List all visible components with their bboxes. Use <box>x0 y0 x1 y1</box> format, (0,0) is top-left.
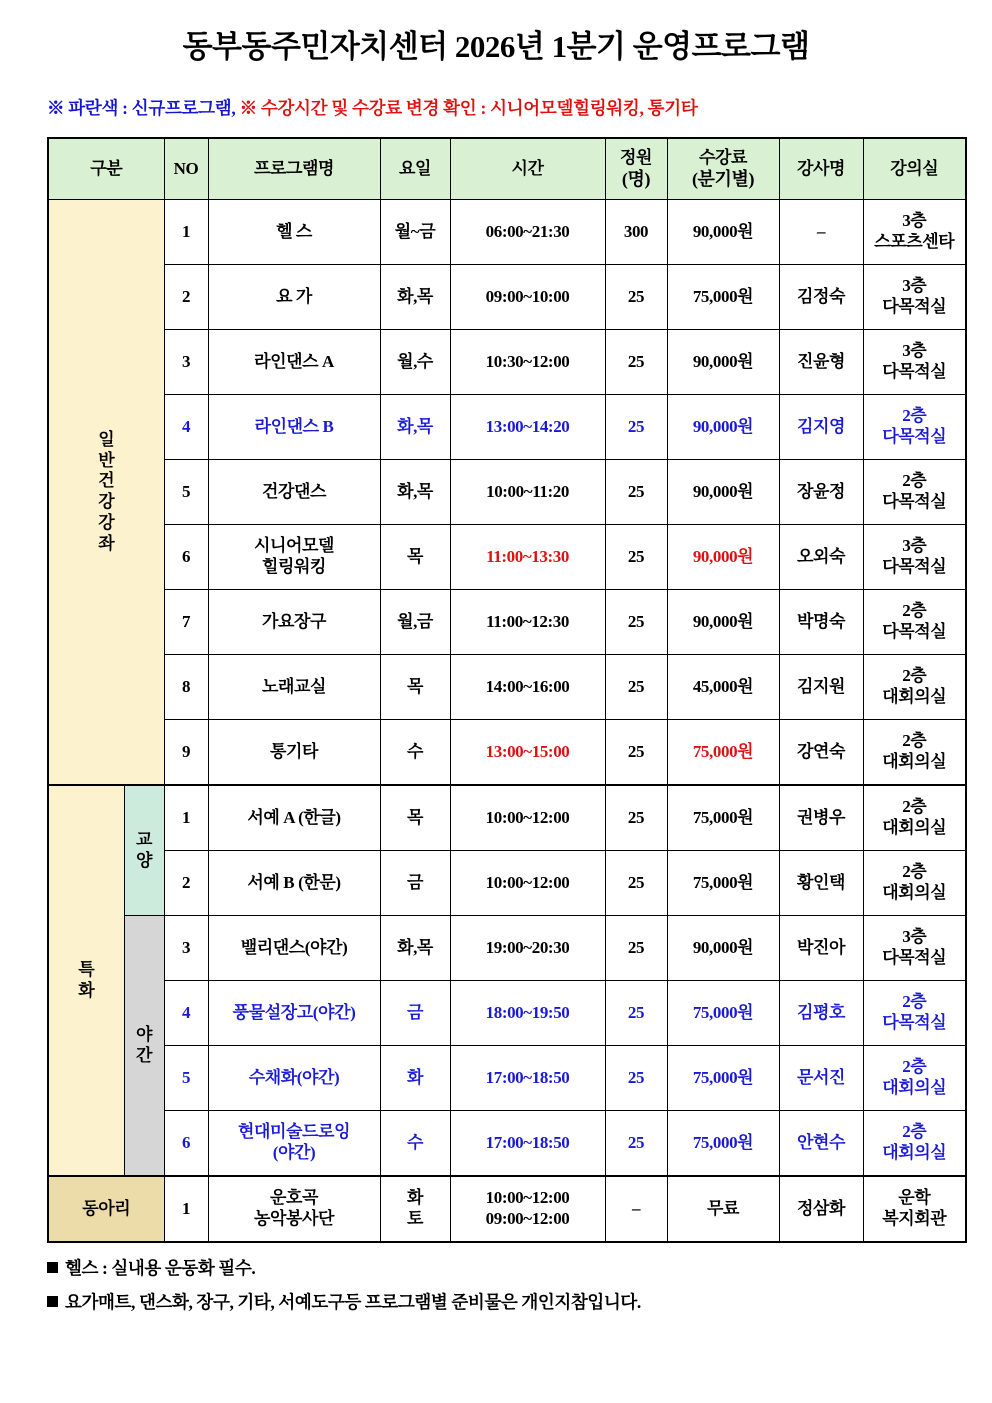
legend-note <box>0 95 992 120</box>
footnotes <box>0 1255 992 1314</box>
page-title: 동부동주민자치센터 2026년 1분기 운영프로그램 <box>182 29 810 64</box>
cell-program <box>208 1111 380 1177</box>
cell-no: 1 <box>164 1176 208 1242</box>
table-body <box>48 200 966 1243</box>
cell-no: 5 <box>164 460 208 525</box>
col-header-capacity <box>605 138 667 200</box>
cell-room-line1: 2층 <box>902 601 927 621</box>
cell-time: 10:30~12:00 <box>450 330 605 395</box>
cell-time: 13:00~15:00 <box>450 720 605 786</box>
cell-program: 수채화(야간) <box>208 1046 380 1111</box>
cell-capacity: 25 <box>605 460 667 525</box>
cell-teacher: 안현수 <box>779 1111 863 1177</box>
cell-capacity: 25 <box>605 1111 667 1177</box>
cell-day: 목 <box>380 785 450 851</box>
cell-program: 라인댄스 A <box>208 330 380 395</box>
cell-capacity: 25 <box>605 265 667 330</box>
cell-day: 화,목 <box>380 395 450 460</box>
cell-time: 18:00~19:50 <box>450 981 605 1046</box>
cell-capacity: 25 <box>605 851 667 916</box>
cell-fee: 90,000원 <box>667 460 779 525</box>
table-row <box>48 1111 966 1177</box>
cell-room-line2: 다목적실 <box>882 1013 947 1033</box>
cell-time: 06:00~21:30 <box>450 200 605 265</box>
legend-new-program: ※ 파란색 : 신규프로그램, <box>47 98 236 119</box>
cell-program: 요 가 <box>208 265 380 330</box>
cell-room-line2: 스포츠센타 <box>874 232 955 252</box>
cell-fee: 75,000원 <box>667 981 779 1046</box>
cell-capacity: 25 <box>605 330 667 395</box>
cell-teacher: 김평호 <box>779 981 863 1046</box>
cell-day: 금 <box>380 981 450 1046</box>
cell-time: 19:00~20:30 <box>450 916 605 981</box>
cell-day <box>380 1176 450 1242</box>
cell-room-line1: 2층 <box>902 992 927 1012</box>
cell-time: 14:00~16:00 <box>450 655 605 720</box>
cell-no: 7 <box>164 590 208 655</box>
cell-room-line1: 2층 <box>902 666 927 686</box>
cell-room-line2: 다목적실 <box>882 948 947 968</box>
cell-teacher: 김정숙 <box>779 265 863 330</box>
schedule-table-container <box>0 137 992 1243</box>
cell-room-line2: 대회의실 <box>882 1078 947 1098</box>
cell-no: 1 <box>164 200 208 265</box>
cell-room-line2: 대회의실 <box>882 818 947 838</box>
cell-program: 서예 A (한글) <box>208 785 380 851</box>
cell-room-line1: 2층 <box>902 1122 927 1142</box>
cell-room-line1: 3층 <box>902 927 927 947</box>
cell-room <box>863 851 966 916</box>
cell-no: 8 <box>164 655 208 720</box>
cell-time: 17:00~18:50 <box>450 1046 605 1111</box>
cell-no: 3 <box>164 330 208 395</box>
cell-program: 건강댄스 <box>208 460 380 525</box>
cell-fee: 75,000원 <box>667 785 779 851</box>
cell-room-line2: 다목적실 <box>882 297 947 317</box>
cell-room-line2: 다목적실 <box>882 362 947 382</box>
table-row <box>48 916 966 981</box>
cell-fee: 무료 <box>667 1176 779 1242</box>
footnote-item <box>47 1289 992 1314</box>
cell-time <box>450 1176 605 1242</box>
group-label-general <box>48 200 164 786</box>
cell-no: 9 <box>164 720 208 786</box>
cell-room-line2: 다목적실 <box>882 427 947 447</box>
table-row <box>48 1046 966 1111</box>
cell-time: 17:00~18:50 <box>450 1111 605 1177</box>
cell-fee: 90,000원 <box>667 395 779 460</box>
cell-day-line1: 화 <box>407 1188 424 1208</box>
subgroup-label-yagan <box>124 916 164 1177</box>
cell-program: 노래교실 <box>208 655 380 720</box>
col-header-program: 프로그램명 <box>208 138 380 200</box>
cell-no: 4 <box>164 395 208 460</box>
table-row <box>48 460 966 525</box>
cell-room <box>863 525 966 590</box>
table-row <box>48 590 966 655</box>
bullet-square-icon <box>47 1262 58 1273</box>
cell-capacity: 25 <box>605 655 667 720</box>
cell-teacher: 오외숙 <box>779 525 863 590</box>
cell-program-line1: 시니어모델 <box>253 536 335 556</box>
table-row <box>48 981 966 1046</box>
cell-room-line1: 3층 <box>902 536 927 556</box>
col-header-no: NO <box>164 138 208 200</box>
table-row <box>48 1176 966 1242</box>
table-row <box>48 265 966 330</box>
table-row <box>48 720 966 786</box>
cell-teacher: 박명숙 <box>779 590 863 655</box>
subgroup-label-gyoyang-text: 교 양 <box>135 829 153 870</box>
cell-day: 화,목 <box>380 916 450 981</box>
cell-no: 4 <box>164 981 208 1046</box>
cell-program: 서예 B (한문) <box>208 851 380 916</box>
cell-time-line1: 10:00~12:00 <box>485 1188 570 1208</box>
cell-room <box>863 265 966 330</box>
header-row <box>48 138 966 200</box>
bullet-square-icon <box>47 1296 58 1307</box>
cell-program: 헬 스 <box>208 200 380 265</box>
cell-room-line2: 대회의실 <box>882 883 947 903</box>
cell-teacher: 권병우 <box>779 785 863 851</box>
cell-room-line1: 2층 <box>902 471 927 491</box>
footnote-text: 요가매트, 댄스화, 장구, 기타, 서예도구등 프로그램별 준비물은 개인지참입니다. <box>65 1292 641 1313</box>
cell-room-line2: 대회의실 <box>882 1143 947 1163</box>
cell-day: 월,수 <box>380 330 450 395</box>
cell-fee: 75,000원 <box>667 851 779 916</box>
cell-room-line1: 3층 <box>902 341 927 361</box>
cell-room <box>863 395 966 460</box>
cell-day: 수 <box>380 720 450 786</box>
cell-room <box>863 981 966 1046</box>
cell-time: 13:00~14:20 <box>450 395 605 460</box>
cell-teacher: 장윤정 <box>779 460 863 525</box>
cell-day: 월~금 <box>380 200 450 265</box>
cell-room <box>863 916 966 981</box>
legend-changed-programs: ※ 수강시간 및 수강료 변경 확인 : 시니어모델힐링워킹, 통기타 <box>239 98 698 119</box>
cell-teacher: 박진아 <box>779 916 863 981</box>
table-row <box>48 655 966 720</box>
cell-fee: 90,000원 <box>667 525 779 590</box>
cell-teacher: – <box>779 200 863 265</box>
cell-room <box>863 460 966 525</box>
cell-day: 목 <box>380 655 450 720</box>
cell-teacher: 진윤형 <box>779 330 863 395</box>
footnote-item <box>47 1255 992 1280</box>
cell-fee: 75,000원 <box>667 1046 779 1111</box>
cell-capacity: 25 <box>605 981 667 1046</box>
cell-time: 10:00~12:00 <box>450 851 605 916</box>
cell-room-line2: 다목적실 <box>882 557 947 577</box>
cell-room-line1: 2층 <box>902 1057 927 1077</box>
cell-capacity: 25 <box>605 525 667 590</box>
table-row <box>48 525 966 590</box>
col-header-gubun: 구분 <box>48 138 164 200</box>
cell-capacity: 25 <box>605 395 667 460</box>
cell-room <box>863 655 966 720</box>
cell-capacity: 25 <box>605 916 667 981</box>
cell-time: 10:00~12:00 <box>450 785 605 851</box>
cell-capacity: 25 <box>605 590 667 655</box>
cell-time-line2: 09:00~12:00 <box>485 1209 570 1229</box>
cell-no: 6 <box>164 1111 208 1177</box>
cell-day: 화 <box>380 1046 450 1111</box>
cell-program: 통기타 <box>208 720 380 786</box>
cell-no: 3 <box>164 916 208 981</box>
cell-time: 11:00~12:30 <box>450 590 605 655</box>
cell-room-line1: 운학 <box>898 1188 931 1208</box>
cell-program-line2: 농악봉사단 <box>253 1209 335 1229</box>
capacity-unit-label: (명) <box>621 168 651 189</box>
cell-fee: 75,000원 <box>667 720 779 786</box>
cell-capacity: 25 <box>605 1046 667 1111</box>
cell-room-line1: 2층 <box>902 731 927 751</box>
cell-room-line1: 3층 <box>902 211 927 231</box>
cell-no: 5 <box>164 1046 208 1111</box>
cell-room-line1: 2층 <box>902 862 927 882</box>
group-label-general-text: 일 반 건 강 강 좌 <box>98 429 115 553</box>
cell-capacity: 300 <box>605 200 667 265</box>
cell-room <box>863 1046 966 1111</box>
cell-room-line2: 대회의실 <box>882 687 947 707</box>
cell-fee: 75,000원 <box>667 265 779 330</box>
col-header-time: 시간 <box>450 138 605 200</box>
cell-room-line1: 3층 <box>902 276 927 296</box>
footnote-text: 헬스 : 실내용 운동화 필수. <box>65 1258 256 1279</box>
capacity-main-label: 정원 <box>619 147 653 167</box>
fee-period-label: (분기별) <box>691 168 755 189</box>
cell-teacher: 정삼화 <box>779 1176 863 1242</box>
col-header-teacher: 강사명 <box>779 138 863 200</box>
group-label-club-text: 동아리 <box>82 1198 131 1218</box>
col-header-room: 강의실 <box>863 138 966 200</box>
table-row <box>48 200 966 265</box>
col-header-day: 요일 <box>380 138 450 200</box>
cell-day: 금 <box>380 851 450 916</box>
cell-teacher: 김지영 <box>779 395 863 460</box>
table-row <box>48 330 966 395</box>
cell-teacher: 김지원 <box>779 655 863 720</box>
cell-room-line2: 다목적실 <box>882 622 947 642</box>
cell-program-line2: (야간) <box>272 1143 316 1163</box>
cell-day: 수 <box>380 1111 450 1177</box>
cell-program-line1: 운호곡 <box>269 1188 319 1208</box>
cell-no: 6 <box>164 525 208 590</box>
cell-no: 2 <box>164 851 208 916</box>
cell-time: 09:00~10:00 <box>450 265 605 330</box>
cell-room-line1: 2층 <box>902 797 927 817</box>
cell-day: 목 <box>380 525 450 590</box>
cell-time: 10:00~11:20 <box>450 460 605 525</box>
cell-program <box>208 1176 380 1242</box>
cell-program-line1: 현대미술드로잉 <box>237 1122 351 1142</box>
cell-room-line2: 복지회관 <box>882 1209 947 1229</box>
cell-room <box>863 200 966 265</box>
cell-day-line2: 토 <box>407 1209 424 1229</box>
table-row <box>48 851 966 916</box>
cell-program: 밸리댄스(야간) <box>208 916 380 981</box>
group-label-special-text: 특 화 <box>78 959 95 1000</box>
cell-no: 1 <box>164 785 208 851</box>
cell-program: 풍물설장고(야간) <box>208 981 380 1046</box>
cell-room <box>863 1176 966 1242</box>
cell-room <box>863 330 966 395</box>
cell-program-line2: 힐링워킹 <box>261 557 327 577</box>
group-label-special <box>48 785 124 1176</box>
cell-day: 월,금 <box>380 590 450 655</box>
cell-fee: 90,000원 <box>667 916 779 981</box>
cell-teacher: 강연숙 <box>779 720 863 786</box>
program-schedule-table <box>47 137 967 1243</box>
col-header-fee <box>667 138 779 200</box>
cell-fee: 90,000원 <box>667 330 779 395</box>
cell-day: 화,목 <box>380 460 450 525</box>
fee-main-label: 수강료 <box>698 147 748 167</box>
cell-room <box>863 1111 966 1177</box>
group-label-club <box>48 1176 164 1242</box>
cell-time: 11:00~13:30 <box>450 525 605 590</box>
cell-fee: 45,000원 <box>667 655 779 720</box>
cell-fee: 90,000원 <box>667 590 779 655</box>
cell-program: 가요장구 <box>208 590 380 655</box>
table-row <box>48 785 966 851</box>
cell-capacity: – <box>605 1176 667 1242</box>
table-header <box>48 138 966 200</box>
cell-fee: 90,000원 <box>667 200 779 265</box>
cell-fee: 75,000원 <box>667 1111 779 1177</box>
table-row <box>48 395 966 460</box>
subgroup-label-yagan-text: 야 간 <box>135 1024 153 1065</box>
cell-capacity: 25 <box>605 720 667 786</box>
cell-room-line2: 대회의실 <box>882 752 947 772</box>
cell-room-line2: 다목적실 <box>882 492 947 512</box>
cell-teacher: 문서진 <box>779 1046 863 1111</box>
cell-room <box>863 720 966 786</box>
cell-capacity: 25 <box>605 785 667 851</box>
subgroup-label-gyoyang <box>124 785 164 916</box>
cell-teacher: 황인택 <box>779 851 863 916</box>
cell-no: 2 <box>164 265 208 330</box>
cell-program: 라인댄스 B <box>208 395 380 460</box>
cell-room <box>863 785 966 851</box>
cell-room <box>863 590 966 655</box>
cell-room-line1: 2층 <box>902 406 927 426</box>
cell-program <box>208 525 380 590</box>
cell-day: 화,목 <box>380 265 450 330</box>
